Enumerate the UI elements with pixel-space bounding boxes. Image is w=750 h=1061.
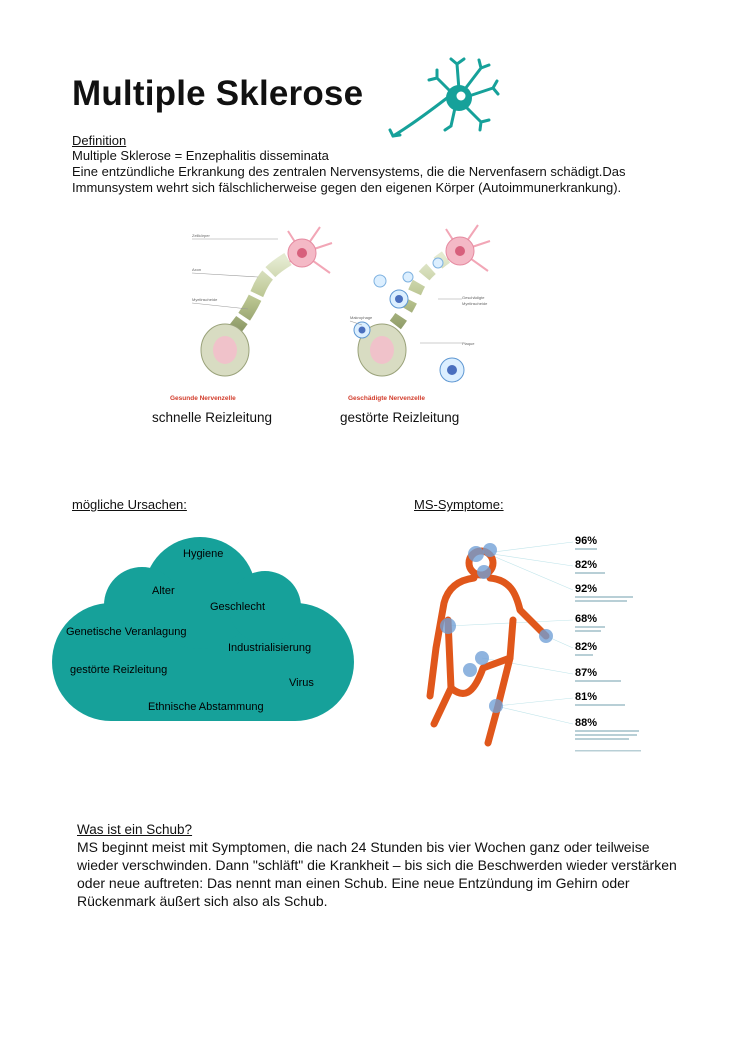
cause-word: Hygiene (183, 548, 224, 560)
damaged-neuron-title: Geschädigte Nervenzelle (348, 395, 425, 402)
symptom-percentage: 88% (575, 717, 598, 729)
cause-word: Virus (289, 677, 314, 689)
cause-word: Alter (152, 585, 175, 597)
svg-text:Zellkörper: Zellkörper (192, 233, 210, 238)
schub-body: MS beginnt meist mit Symptomen, die nach 24 Stunden bis vier Wochen ganz oder teilweise wieder verschwinden. Dann "schläft" die Krankheit – bis sich die Beschwerden wieder verstärken oder neue auftreten: Das nennt man einen Schub. Eine neue Entzündung im Gehirn oder Rückenmark äußert sich also als Schub. (77, 839, 677, 909)
symptom-percentage: 68% (575, 613, 598, 625)
svg-text:Plaque: Plaque (462, 341, 475, 346)
page-title: Multiple Sklerose (72, 74, 364, 113)
causes-word-cloud (50, 535, 360, 725)
cause-word: Industrialisierung (228, 642, 312, 654)
caption-fast-conduction: schnelle Reizleitung (152, 410, 273, 425)
symptom-percentage: 92% (575, 583, 598, 595)
symptom-percentage: 87% (575, 667, 598, 679)
caption-disturbed-conduction: gestörte Reizleitung (340, 410, 460, 425)
causes-heading: mögliche Ursachen: (72, 497, 187, 512)
symptom-percentage: 81% (575, 691, 598, 703)
symptoms-heading: MS-Symptome: (414, 497, 504, 512)
symptom-percentage: 82% (575, 641, 598, 653)
svg-text:Myelinscheide: Myelinscheide (192, 297, 218, 302)
schub-heading: Was ist ein Schub? (77, 822, 193, 837)
cause-word: Ethnische Abstammung (148, 701, 264, 713)
symptom-percentage: 96% (575, 535, 598, 547)
ms-symptoms-body-figure (418, 528, 663, 758)
svg-text:Myelinscheide: Myelinscheide (462, 301, 488, 306)
svg-text:Axon: Axon (192, 267, 202, 272)
healthy-neuron-illustration (192, 227, 332, 376)
definition-line: Multiple Sklerose = Enzephalitis disseminata (72, 148, 329, 163)
definition-heading: Definition (72, 133, 127, 148)
svg-text:Geschädigte: Geschädigte (462, 295, 485, 300)
neuron-icon (385, 56, 500, 142)
nerve-cell-diagram (170, 215, 500, 415)
cause-word: Geschlecht (210, 601, 266, 613)
cause-word: Genetische Veranlagung (66, 626, 187, 638)
svg-text:Makrophage: Makrophage (350, 315, 373, 320)
cause-word: gestörte Reizleitung (70, 664, 168, 676)
damaged-neuron-illustration (350, 225, 490, 382)
healthy-neuron-title: Gesunde Nervenzelle (170, 395, 236, 402)
definition-body: Eine entzündliche Erkrankung des zentralen Nervensystems, die die Nervenfasern schädigt.Das Immunsystem wehrt sich fälschlicherweise gegen den eigenen Körper (Autoimmunerkrankung). (72, 164, 626, 195)
symptom-percentage: 82% (575, 559, 598, 571)
